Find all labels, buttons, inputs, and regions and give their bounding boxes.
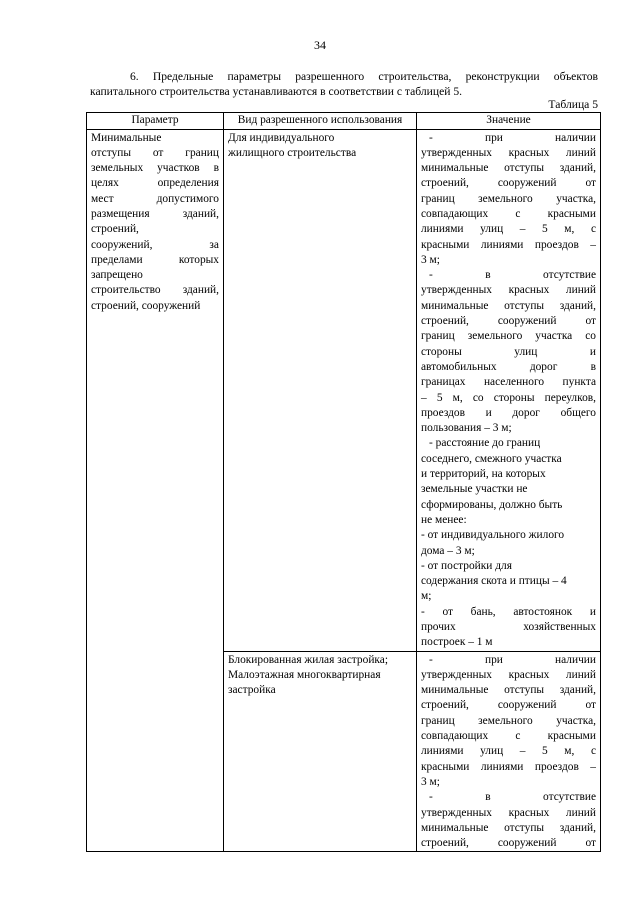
- use-type-cell: [224, 651, 417, 852]
- value-line: - в отсутствие: [429, 269, 596, 282]
- value-line: дома – 3 м;: [421, 544, 475, 557]
- page-number: 34: [314, 38, 326, 52]
- value-line: строений, сооружений от: [421, 315, 596, 328]
- value-line: границ земельного участка,: [421, 192, 596, 205]
- value-line: 3 м;: [421, 253, 440, 266]
- header-use-type: Вид разрешенного использования: [224, 113, 417, 130]
- value-line: границах населенного пункта: [421, 376, 596, 389]
- value-line: - при наличии: [429, 131, 596, 144]
- parameter-line: строительство зданий,: [91, 284, 219, 297]
- intro-paragraph: [90, 70, 598, 99]
- parameter-line: земельных участков в: [91, 162, 219, 175]
- parameter-cell: [87, 129, 224, 852]
- parameter-line: запрещено: [91, 269, 143, 282]
- value-line: пользования – 3 м;: [421, 422, 512, 435]
- value-line: границ земельного участка со: [421, 330, 596, 343]
- value-line: построек – 1 м: [421, 636, 493, 649]
- value-line: сформированы, должно быть: [421, 498, 563, 511]
- value-line: - при наличии: [429, 653, 596, 666]
- value-line: строений, сооружений от: [421, 699, 596, 712]
- value-line: утвержденных красных линий: [421, 146, 596, 159]
- value-cell: [417, 651, 601, 852]
- value-line: строений, сооружений от: [421, 177, 596, 190]
- header-value: Значение: [417, 113, 601, 130]
- value-line: содержания скота и птицы – 4: [421, 575, 567, 588]
- value-line: - от постройки для: [421, 559, 512, 572]
- value-line: утвержденных красных линий: [421, 668, 596, 681]
- value-line: границ земельного участка,: [421, 714, 596, 727]
- value-line: проездов и дорог общего: [421, 406, 596, 419]
- use-type-line: Для индивидуального: [228, 131, 335, 144]
- value-line: – 5 м, со стороны переулков,: [421, 391, 596, 404]
- value-line: - расстояние до границ: [429, 437, 541, 450]
- parameter-line: сооружений, за: [91, 238, 219, 251]
- parameter-line: Минимальные: [91, 131, 162, 144]
- value-line: 3 м;: [421, 775, 440, 788]
- value-line: минимальные отступы зданий,: [421, 299, 596, 312]
- value-line: и территорий, на которых: [421, 468, 546, 481]
- value-line: утвержденных красных линий: [421, 806, 596, 819]
- value-line: красными линиями проездов –: [421, 238, 596, 251]
- use-type-line: Блокированная жилая застройка;: [228, 653, 388, 666]
- table-row: [87, 129, 601, 651]
- parameter-line: строений, сооружений: [91, 299, 201, 312]
- table-header-row: [87, 113, 601, 130]
- value-line: линиями улиц – 5 м, с: [421, 745, 596, 758]
- parameter-line: отступы от границ: [91, 146, 219, 159]
- value-line: утвержденных красных линий: [421, 284, 596, 297]
- parameter-line: мест допустимого: [91, 192, 219, 205]
- value-line: автомобильных дорог в: [421, 360, 596, 373]
- use-type-cell: [224, 129, 417, 651]
- value-line: м;: [421, 590, 432, 603]
- value-line: строений, сооружений от: [421, 837, 596, 850]
- parameter-line: размещения зданий,: [91, 207, 219, 220]
- header-parameter: Параметр: [87, 113, 224, 130]
- intro-line-1: 6. Предельные параметры разрешенного строительства, реконструкции объектов: [130, 70, 598, 83]
- use-type-line: застройка: [228, 684, 276, 697]
- value-line: стороны улиц и: [421, 345, 596, 358]
- value-cell: [417, 129, 601, 651]
- parameters-table: [86, 112, 601, 852]
- value-line: - в отсутствие: [429, 791, 596, 804]
- value-line: минимальные отступы зданий,: [421, 162, 596, 175]
- use-type-line: жилищного строительства: [228, 146, 357, 159]
- parameter-line: целях определения: [91, 177, 219, 190]
- value-line: минимальные отступы зданий,: [421, 684, 596, 697]
- parameter-line: пределами которых: [91, 253, 219, 266]
- parameter-line: строений,: [91, 223, 139, 236]
- value-line: совпадающих с красными: [421, 207, 596, 220]
- value-line: не менее:: [421, 513, 467, 526]
- value-line: красными линиями проездов –: [421, 760, 596, 773]
- value-line: совпадающих с красными: [421, 730, 596, 743]
- use-type-line: Малоэтажная многоквартирная: [228, 668, 381, 681]
- intro-line-2: капитального строительства устанавливаются в соответствии с таблицей 5.: [90, 84, 463, 98]
- table-caption: Таблица 5: [548, 98, 598, 111]
- value-line: прочих хозяйственных: [421, 621, 596, 633]
- value-line: земельные участки не: [421, 483, 528, 496]
- value-line: линиями улиц – 5 м, с: [421, 223, 596, 236]
- value-line: - от индивидуального жилого: [421, 529, 565, 542]
- value-line: минимальные отступы зданий,: [421, 821, 596, 834]
- value-line: соседнего, смежного участка: [421, 452, 562, 465]
- value-line: - от бань, автостоянок и: [421, 605, 596, 618]
